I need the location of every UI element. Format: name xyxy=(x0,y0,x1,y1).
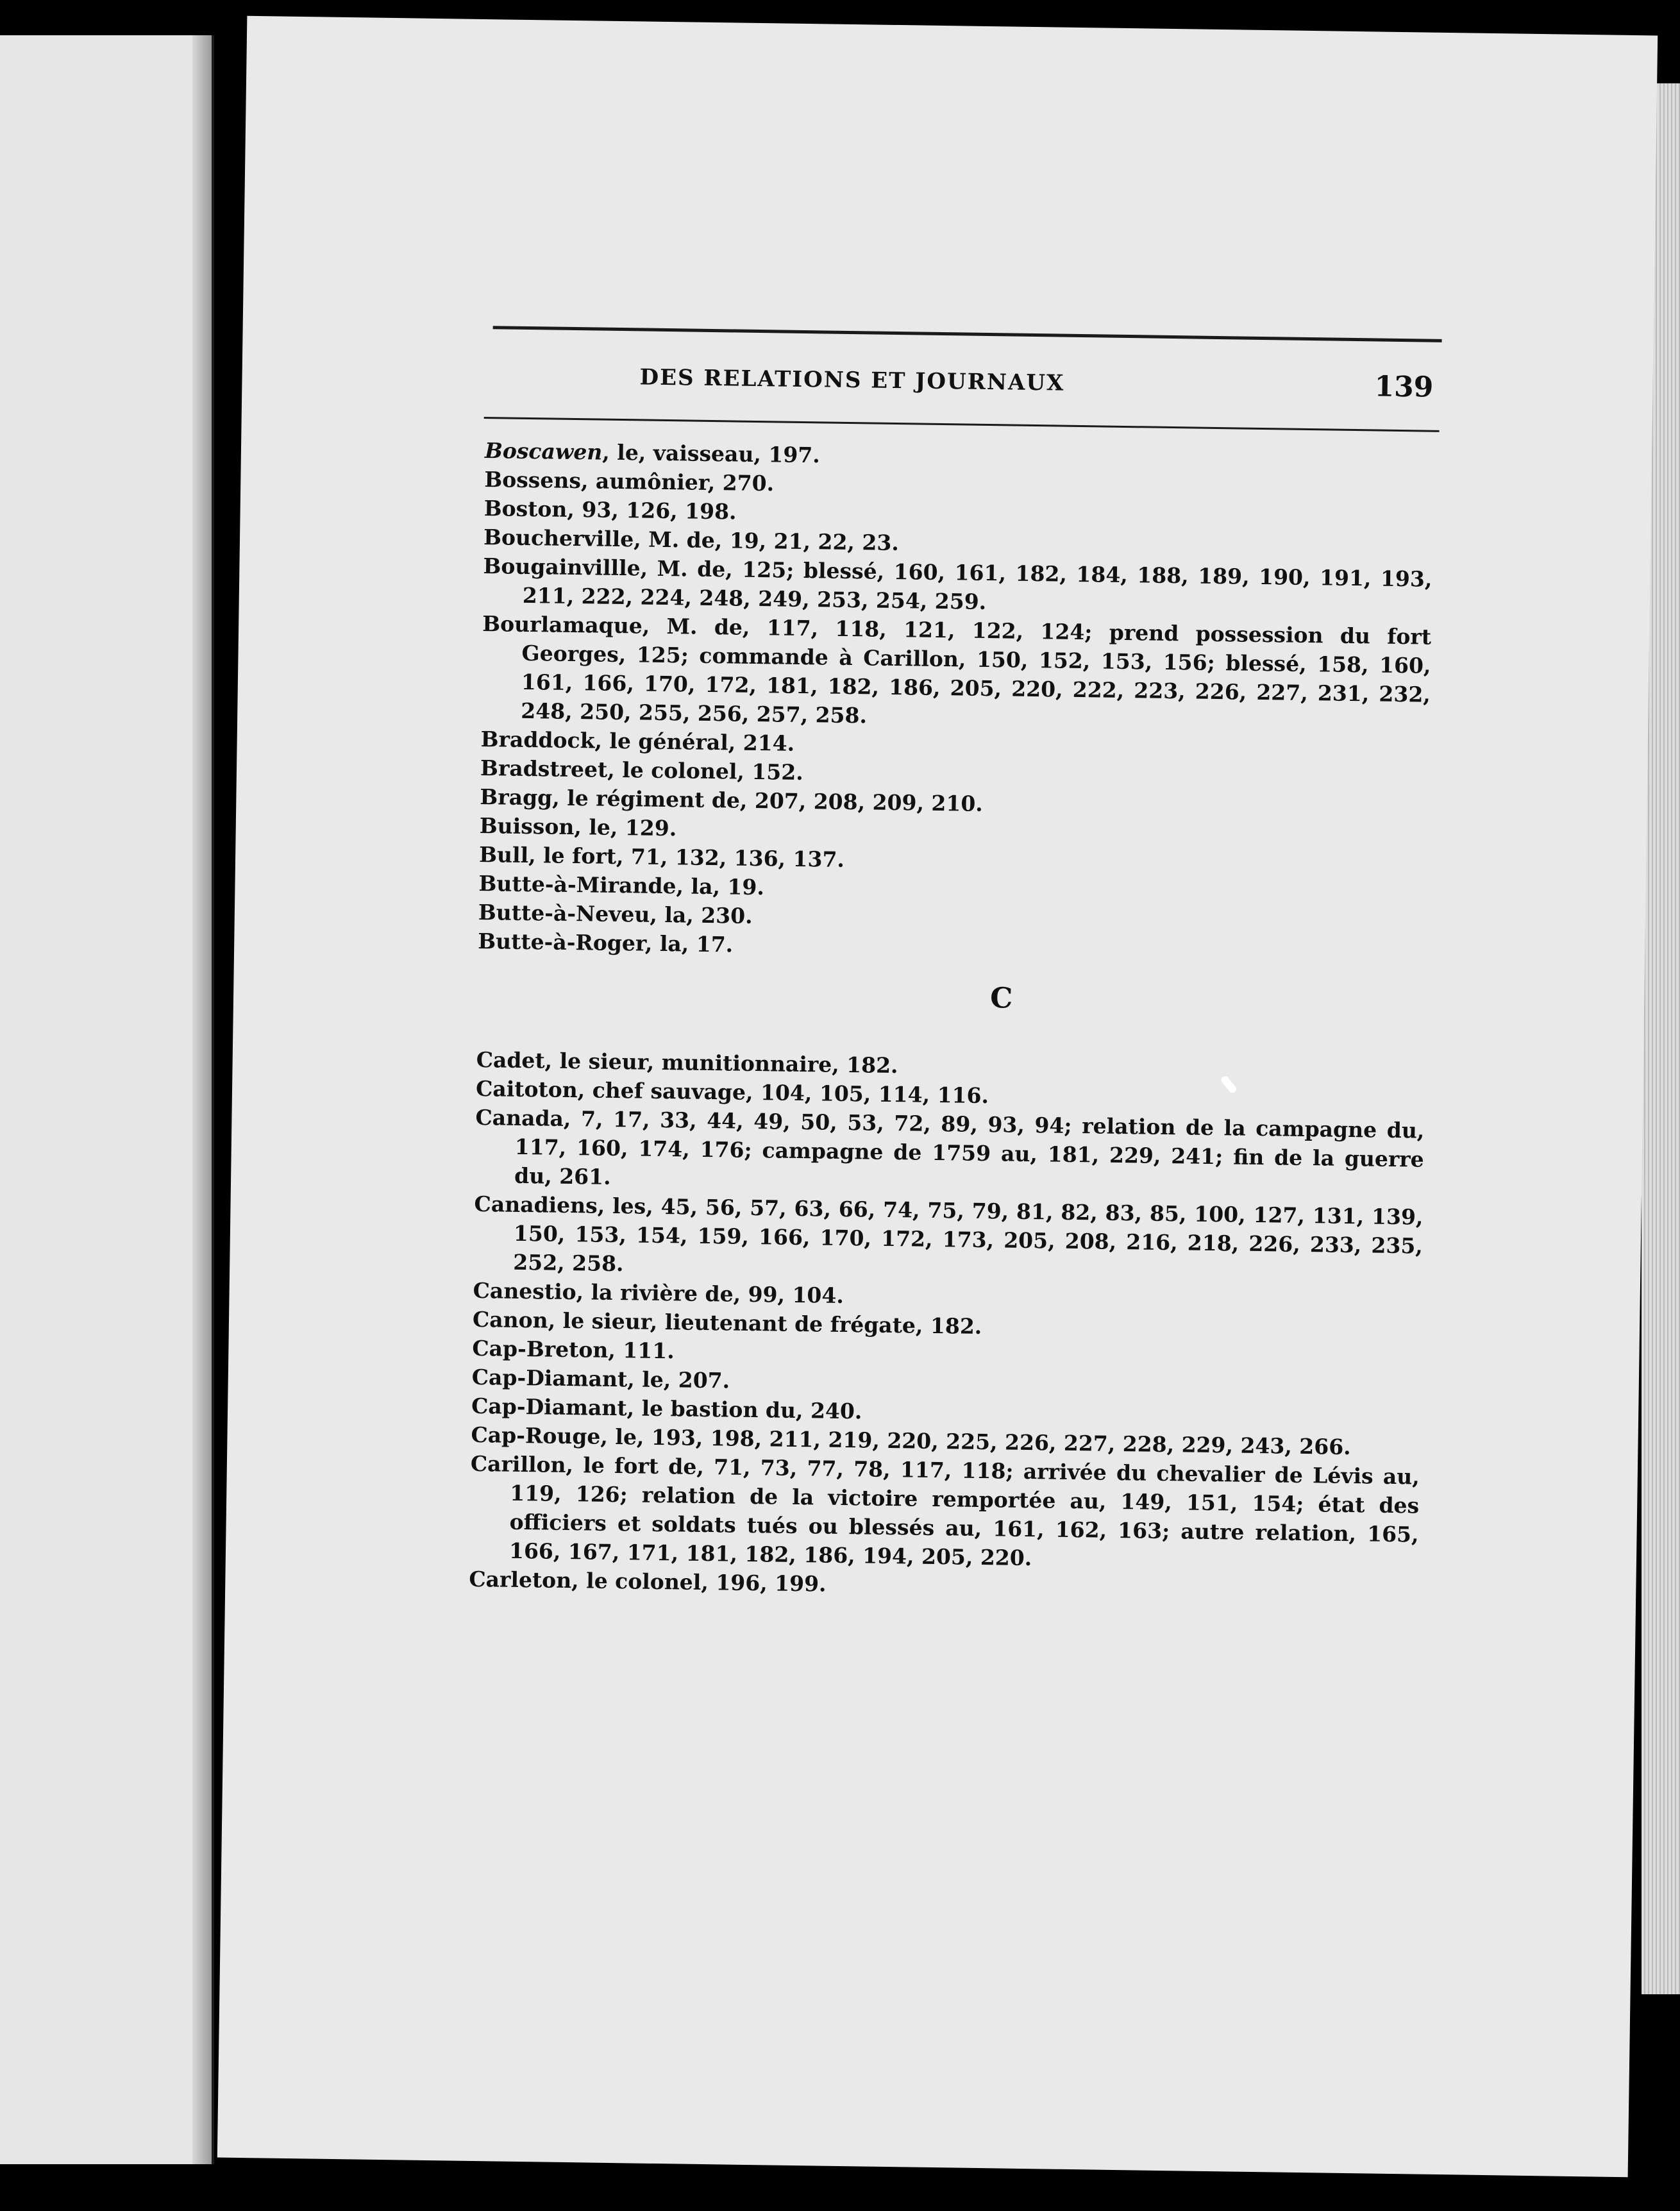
entry-references: , chef sauvage, 104, 105, 114, 116. xyxy=(577,1077,989,1109)
entry-references: , la, 230. xyxy=(650,902,753,929)
running-head: DES RELATIONS ET JOURNAUX xyxy=(639,364,1065,396)
entry-heading: Carillon xyxy=(470,1450,566,1477)
entry-references: , le colonel, 196, 199. xyxy=(571,1568,827,1597)
entry-heading: Boucherville xyxy=(483,525,634,552)
entry-heading: Bull xyxy=(478,841,529,868)
entry-heading: Bradstreet xyxy=(480,755,608,782)
entry-heading: Carleton xyxy=(469,1566,572,1593)
entry-heading: Caitoton xyxy=(475,1075,578,1103)
entry-references: , le bastion du, 240. xyxy=(626,1395,862,1424)
index-entry xyxy=(475,1103,1425,1203)
entry-heading: Cap-Diamant xyxy=(471,1364,628,1392)
header-rule-bottom xyxy=(484,417,1440,432)
entry-heading: Buisson xyxy=(479,812,575,840)
entry-references: , le fort de, 71, 73, 77, 78, 117, 118; arrivée du chevalier de Lévis au, 119, 126; relation de la victoire remportée au, 149, 151, 154; état des officiers et soldats tués ou blessés au, 161, 162, 163; autre relation, 165, 166, 167, 171, 181, 182, 186, 194, 205, 220. xyxy=(508,1452,1420,1571)
entry-heading: Butte-à-Neveu xyxy=(478,899,650,927)
page-number: 139 xyxy=(1374,370,1434,404)
entry-references: , la, 17. xyxy=(644,930,734,957)
entry-references: , 93, 126, 198. xyxy=(567,496,737,525)
index-entry xyxy=(473,1190,1424,1290)
entry-references: , le sieur, lieutenant de frégate, 182. xyxy=(548,1307,982,1340)
entry-references: , le général, 214. xyxy=(594,728,795,756)
entry-references: , la, 19. xyxy=(676,873,765,900)
entry-references: , M. de, 19, 21, 22, 23. xyxy=(633,526,900,556)
entry-heading: Bougainvillle xyxy=(483,553,641,581)
entry-references: , les, 45, 56, 57, 63, 66, 74, 75, 79, 81, 82, 83, 85, 100, 127, 131, 139, 150, 153, 154, 159, 166, 170, 172, 173, 205, 208, 216, 218, 226, 233, 235, 252, 258. xyxy=(513,1193,1424,1277)
entry-heading: Canada xyxy=(475,1104,564,1131)
entry-references: , le, 193, 198, 211, 219, 220, 225, 226, 227, 228, 229, 243, 266. xyxy=(600,1424,1351,1460)
book-gutter xyxy=(192,35,212,2164)
entry-references: , le, vaisseau, 197. xyxy=(602,439,821,468)
entry-references: , la rivière de, 99, 104. xyxy=(576,1279,844,1308)
entry-references: , le colonel, 152. xyxy=(607,757,804,786)
entry-heading: Braddock xyxy=(480,727,595,753)
entry-heading: Bourlamaque xyxy=(482,611,643,639)
section-letter-heading: C xyxy=(989,982,1013,1015)
entry-references: , 111. xyxy=(608,1337,675,1364)
entry-heading: Butte-à-Roger xyxy=(478,928,646,956)
index-entry xyxy=(481,609,1431,738)
entry-references: , le sieur, munitionnaire, 182. xyxy=(544,1048,898,1079)
entry-heading: Boston xyxy=(483,496,567,522)
index-entry xyxy=(469,1449,1420,1578)
entry-references: , aumônier, 270. xyxy=(580,468,775,496)
previous-page-edge xyxy=(0,35,214,2164)
index-section-b xyxy=(478,436,1434,969)
entry-heading: Canestio xyxy=(473,1277,576,1305)
entry-heading: Cap-Breton xyxy=(472,1335,609,1363)
index-section-c xyxy=(469,1045,1425,1607)
entry-references: , 7, 17, 33, 44, 49, 50, 53, 72, 89, 93, 94; relation de la campagne du, 117, 160, 174, 176; campagne de 1759 au, 181, 229, 241; fin de la guerre du, 261. xyxy=(514,1106,1425,1190)
entry-references: , M. de, 117, 118, 121, 122, 124; prend possession du fort Georges, 125; commande à Carillon, 150, 152, 153, 156; blessé, 158, 160, 161, 166, 170, 172, 181, 182, 186, 205, 220, 222, 223, 226, 227, 231, 232, 248, 250, 255, 256, 257, 258. xyxy=(521,613,1432,728)
entry-heading: Bragg xyxy=(480,784,553,811)
entry-heading: Cadet xyxy=(476,1047,545,1073)
entry-references: , le régiment de, 207, 208, 209, 210. xyxy=(551,785,984,816)
entry-heading: Bossens xyxy=(484,467,582,494)
entry-references: , le, 207. xyxy=(627,1366,730,1393)
entry-references: , le fort, 71, 132, 136, 137. xyxy=(528,843,845,872)
entry-references: , le, 129. xyxy=(574,814,677,841)
entry-heading: Cap-Rouge xyxy=(471,1422,601,1449)
entry-heading: Cap-Diamant xyxy=(471,1393,627,1421)
index-page xyxy=(217,16,1658,2177)
entry-heading: Butte-à-Mirande xyxy=(478,870,676,899)
entry-references: , M. de, 125; blessé, 160, 161, 182, 184, 188, 189, 190, 191, 193, 211, 222, 224, 248, 249, 253, 254, 259. xyxy=(522,555,1432,614)
entry-heading: Canon xyxy=(472,1306,548,1333)
entry-heading: Canadiens xyxy=(474,1191,598,1218)
header-rule-top xyxy=(493,326,1442,342)
entry-heading: Boscawen xyxy=(484,438,603,465)
